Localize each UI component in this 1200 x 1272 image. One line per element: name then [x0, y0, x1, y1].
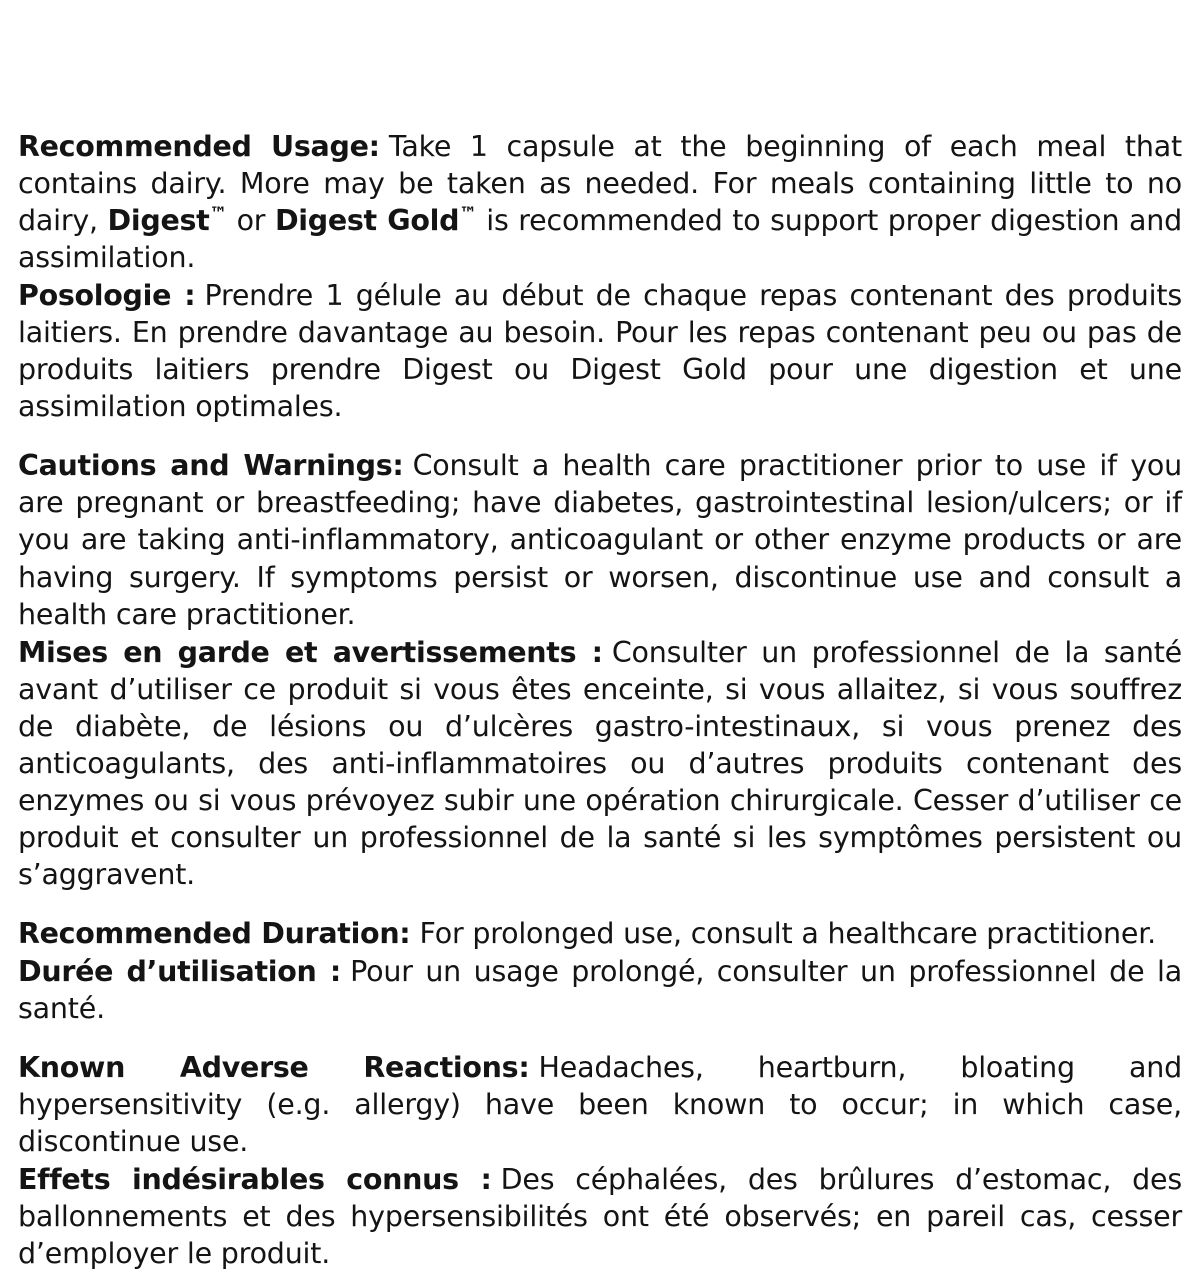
- section-known-adverse-reactions: [18, 1049, 1182, 1272]
- brand-digest: Digest: [107, 204, 210, 238]
- adverse-heading-en: Known Adverse Reactions:: [18, 1051, 530, 1085]
- duration-heading-fr: Durée d’utilisation :: [18, 954, 342, 988]
- duration-body-en: For prolonged use, consult a healthcare practitioner.: [419, 916, 1157, 950]
- recommended-usage-body-en-part3: is recommended to support proper digestion and assimilation.: [18, 204, 1182, 275]
- adverse-body-en: Headaches, heartburn, bloating and hypersensitivity (e.g. allergy) have been known to occur; in which case, discontinue use.: [18, 1051, 1182, 1159]
- cautions-english: [18, 447, 1182, 632]
- posologie-body-fr: Prendre 1 gélule au début de chaque repas contenant des produits laitiers. En prendre davantage au besoin. Pour les repas contenant peu ou pas de produits laitiers prendre Digest ou Digest Gold pour une digestion et une assimilation optimales.: [18, 279, 1182, 424]
- adverse-body-fr: Des céphalées, des brûlures d’estomac, des ballonnements et des hypersensibilités ont été observés; en pareil cas, cesser d’employer le produit.: [18, 1163, 1182, 1271]
- cautions-heading-fr: Mises en garde et avertissements :: [18, 635, 603, 669]
- adverse-french: [18, 1161, 1182, 1272]
- trademark-symbol: ™: [209, 204, 227, 225]
- recommended-usage-heading-en: Recommended Usage:: [18, 130, 380, 163]
- duration-heading-en: Recommended Duration:: [18, 916, 411, 950]
- cautions-heading-en: Cautions and Warnings:: [18, 449, 404, 483]
- brand-digest-gold: Digest Gold: [274, 204, 460, 238]
- section-recommended-usage: [18, 128, 1182, 425]
- adverse-english: [18, 1049, 1182, 1160]
- adverse-heading-fr: Effets indésirables connus :: [18, 1163, 492, 1197]
- section-cautions-and-warnings: [18, 447, 1182, 893]
- duration-english: [18, 915, 1182, 952]
- recommended-usage-french: [18, 277, 1182, 425]
- trademark-symbol: ™: [459, 204, 477, 225]
- recommended-usage-english: [18, 128, 1182, 276]
- cautions-french: [18, 634, 1182, 893]
- cautions-body-fr: Consulter un professionnel de la santé avant d’utiliser ce produit si vous êtes enceinte, si vous allaitez, si vous souffrez de diabète, de lésions ou d’ulcères gastro-intestinaux, si vous prenez des anticoagulants, des anti-inflammatoires ou d’autres produits contenant des enzymes ou si vous prévoyez subir une opération chirurgicale. Cesser d’utiliser ce produit et consulter un professionnel de la santé si les symptômes persistent ou s’aggravent.: [18, 635, 1182, 891]
- posologie-heading-fr: Posologie :: [18, 279, 196, 313]
- duration-body-fr: Pour un usage prolongé, consulter un professionnel de la santé.: [18, 954, 1182, 1026]
- recommended-usage-body-en-part1: Take 1 capsule at the beginning of each meal that contains dairy. More may be taken as needed. For meals containing little to no dairy,: [18, 130, 1182, 238]
- cautions-body-en: Consult a health care practitioner prior to use if you are pregnant or breastfeeding; have diabetes, gastrointestinal lesion/ulcers; or if you are taking anti-inflammatory, anticoagulant or other enzyme products or are having surgery. If symptoms persist or worsen, discontinue use and consult a health care practitioner.: [18, 449, 1182, 631]
- recommended-usage-body-en-part2: or: [226, 204, 275, 238]
- duration-french: [18, 953, 1182, 1027]
- section-recommended-duration: [18, 915, 1182, 1027]
